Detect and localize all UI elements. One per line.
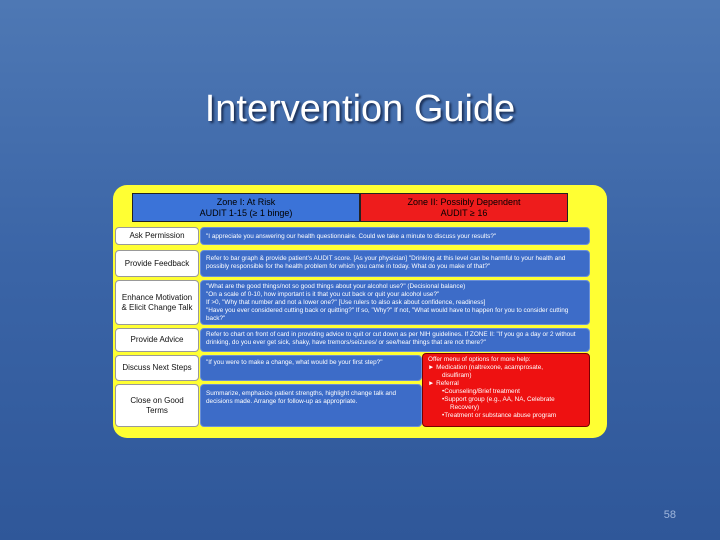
zone-2-header [360,193,568,222]
referral-line-2: ► Medication (naltrexone, acamprosate, [428,364,544,371]
motivation-line-2: "On a scale of 0-10, how important is it that you cut back or quit your alcohol use?" [206,291,440,298]
row-label-provide-advice: Provide Advice [115,328,199,352]
referral-line-4: ► Referral [428,380,459,387]
row-label-next-steps: Discuss Next Steps [115,355,199,381]
zone-1-header [132,193,360,222]
row-label-ask-permission: Ask Permission [115,227,199,245]
row-text-ask-permission: "I appreciate you answering our health questionnaire. Could we take a minute to discuss your results?" [200,227,590,245]
page-number: 58 [663,509,676,521]
referral-options-box [422,353,590,427]
row-text-close-good-terms: Summarize, emphasize patient strengths, highlight change talk and decisions made. Arrange for follow-up as appropriate. [200,384,422,427]
referral-line-8: •Treatment or substance abuse program [442,412,557,419]
referral-line-3: disulfiram) [442,372,472,379]
row-label-provide-feedback: Provide Feedback [115,250,199,277]
zone-1-criteria: AUDIT 1-15 (≥ 1 binge) [199,208,293,218]
slide-title: Intervention Guide [204,88,516,130]
row-text-provide-advice: Refer to chart on front of card in providing advice to quit or cut down as per NIH guidelines. If ZONE II: "If you go a day or 2 without drinking, do you ever get sick, shaky, have tremors/seizures/ or see/hear things that are not there?" [200,328,590,352]
referral-line-1: Offer menu of options for more help: [428,356,531,363]
referral-line-6: •Support group (e.g., AA, NA, Celebrate [442,396,555,403]
row-text-enhance-motivation [200,280,590,325]
row-label-close-good-terms: Close on Good Terms [115,384,199,427]
zone-2-title: Zone II: Possibly Dependent [407,197,521,207]
referral-line-5: •Counseling/Brief treatment [442,388,520,395]
motivation-line-4: "Have you ever considered cutting back or quitting?" If so, "Why?" If not, "What would have to happen for you to consider cutting back?" [206,307,569,322]
row-label-enhance-motivation: Enhance Motivation & Elicit Change Talk [115,280,199,325]
row-text-next-steps: "If you were to make a change, what would be your first step?" [200,355,422,381]
motivation-line-1: "What are the good things/not so good things about your alcohol use?" (Decisional balance) [206,283,466,290]
zone-2-criteria: AUDIT ≥ 16 [440,208,488,218]
zone-1-title: Zone I: At Risk [216,197,276,207]
referral-line-7: Recovery) [450,404,480,411]
row-text-provide-feedback: Refer to bar graph & provide patient's AUDIT score. [As your physician] "Drinking at this level can be harmful to your health and possibly responsible for the health problem for which you came in today. What do you make of that?" [200,250,590,277]
motivation-line-3: If >0, "Why that number and not a lower one?" [Use rulers to also ask about confidence, readiness] [206,299,486,306]
